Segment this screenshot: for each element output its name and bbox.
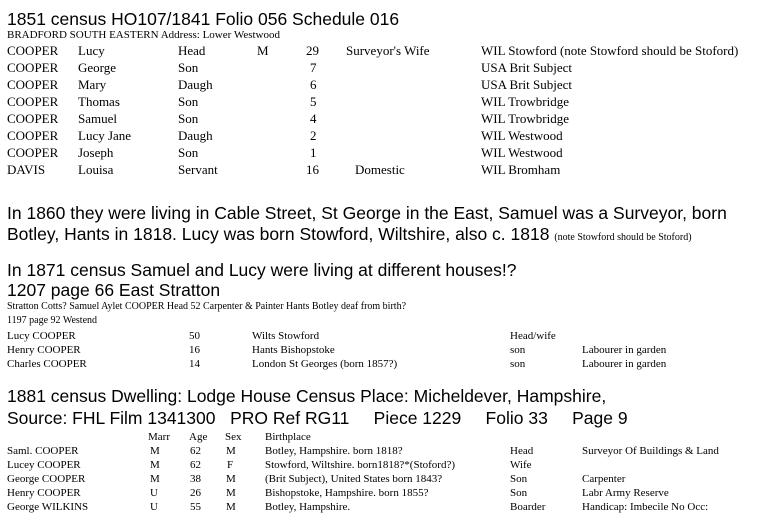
age-cell: 50 — [189, 330, 200, 342]
birthplace-cell: Botley, Hampshire. — [265, 501, 351, 513]
occupation-cell: Handicap: Imbecile No Occ: — [582, 501, 709, 513]
relation-cell: Wife — [510, 459, 532, 471]
table-row — [0, 358, 765, 372]
birthplace-cell: Wilts Stowford — [252, 330, 320, 342]
surname-cell: COOPER — [7, 111, 59, 126]
relation-cell: Son — [178, 111, 199, 126]
sex-cell: M — [226, 473, 236, 485]
relation-cell: Son — [178, 94, 199, 109]
census-1881-source: Source: FHL Film 1341300 PRO Ref RG11 Piece 1229 Folio 33 Page 9 — [7, 408, 628, 428]
age-cell: 16 — [306, 162, 319, 177]
para-1860-line2-text: Botley, Hants in 1818. Lucy was born Stowford, Wiltshire, also c. 1818 — [7, 224, 550, 244]
relation-cell: son — [510, 344, 526, 356]
birthplace-cell: Bishopstoke, Hampshire. born 1855? — [265, 487, 429, 499]
relation-cell: Daugh — [178, 128, 213, 143]
table-row — [0, 487, 765, 501]
table-row — [0, 445, 765, 459]
surname-cell: COOPER — [7, 94, 59, 109]
relation-cell: Daugh — [178, 77, 213, 92]
age-cell: 6 — [310, 77, 317, 92]
name-cell: George WILKINS — [7, 501, 89, 513]
census-1871-intro: In 1871 census Samuel and Lucy were living at different houses!? — [7, 260, 517, 280]
surname-cell: DAVIS — [7, 162, 46, 177]
census-1871-table — [0, 330, 765, 372]
age-cell: 29 — [306, 43, 319, 58]
census-1851-heading: 1851 census HO107/1841 Folio 056 Schedule 016 — [7, 9, 400, 29]
relation-cell: Boarder — [510, 501, 546, 513]
surname-cell: COOPER — [7, 43, 59, 58]
relation-cell: Head — [178, 43, 206, 58]
relation-cell: son — [510, 358, 526, 370]
table-row — [0, 128, 765, 145]
age-cell: 62 — [190, 445, 201, 457]
age-cell: 14 — [189, 358, 200, 370]
forename-cell: Samuel — [78, 111, 117, 126]
marr-cell: M — [150, 473, 160, 485]
birthplace-cell: WIL Stowford (note Stowford should be Stoford) — [481, 43, 739, 58]
occupation-cell: Labourer in garden — [582, 344, 667, 356]
occupation-cell: Labr Army Reserve — [582, 487, 669, 499]
name-cell: Lucey COOPER — [7, 459, 81, 471]
census-1871-reference: 1207 page 66 East Stratton — [7, 280, 221, 300]
surname-cell: COOPER — [7, 77, 59, 92]
birthplace-cell: WIL Bromham — [481, 162, 561, 177]
age-cell: 16 — [189, 344, 200, 356]
birthplace-cell: WIL Trowbridge — [481, 94, 569, 109]
name-cell: Henry COOPER — [7, 487, 81, 499]
table-row — [0, 162, 765, 179]
sex-cell: F — [227, 459, 234, 471]
birthplace-cell: USA Brit Subject — [481, 77, 573, 92]
census-1851-table — [0, 43, 765, 183]
occupation-cell: Surveyor's Wife — [346, 43, 430, 58]
census-1881-table — [0, 445, 765, 517]
marr-cell: U — [150, 501, 158, 513]
occupation-cell: Labourer in garden — [582, 358, 667, 370]
forename-cell: Thomas — [78, 94, 120, 109]
birthplace-cell: (Brit Subject), United States born 1843? — [265, 473, 443, 485]
stratton-cotts-line: Stratton Cotts? Samuel Aylet COOPER Head 52 Carpenter & Painter Hants Botley deaf from birth? — [7, 301, 407, 312]
birthplace-cell: London St Georges (born 1857?) — [252, 358, 398, 370]
westend-reference: 1197 page 92 Westend — [7, 315, 98, 326]
stowford-note: (note Stowford should be Stoford) — [554, 232, 692, 243]
birthplace-cell: WIL Westwood — [481, 128, 563, 143]
table-row — [0, 60, 765, 77]
table-row — [0, 94, 765, 111]
birthplace-cell: Stowford, Wiltshire. born1818?*(Stoford?) — [265, 459, 455, 471]
table-row — [0, 344, 765, 358]
surname-cell: COOPER — [7, 60, 59, 75]
occupation-cell: Surveyor Of Buildings & Land — [582, 445, 719, 457]
forename-cell: Lucy — [78, 43, 105, 58]
census-1881-header-row — [0, 431, 765, 445]
forename-cell: George — [78, 60, 117, 75]
age-cell: 2 — [310, 128, 317, 143]
forename-cell: Lucy Jane — [78, 128, 132, 143]
sex-cell: M — [226, 487, 236, 499]
birthplace-cell: WIL Trowbridge — [481, 111, 569, 126]
marr-cell: U — [150, 487, 158, 499]
sex-header: Sex — [225, 431, 242, 443]
birthplace-cell: USA Brit Subject — [481, 60, 573, 75]
occupation-cell: Domestic — [355, 162, 405, 177]
table-row — [0, 459, 765, 473]
age-cell: 1 — [310, 145, 317, 160]
relation-cell: Son — [178, 145, 199, 160]
birthplace-header: Birthplace — [265, 431, 311, 443]
occupation-cell: Carpenter — [582, 473, 626, 485]
table-row — [0, 145, 765, 162]
name-cell: Saml. COOPER — [7, 445, 79, 457]
name-cell: Henry COOPER — [7, 344, 81, 356]
relation-cell: Head — [510, 445, 534, 457]
relation-cell: Son — [510, 473, 528, 485]
sex-cell: M — [226, 501, 236, 513]
marr-cell: M — [150, 459, 160, 471]
age-cell: 38 — [190, 473, 201, 485]
birthplace-cell: WIL Westwood — [481, 145, 563, 160]
age-cell: 7 — [310, 60, 317, 75]
age-header: Age — [189, 431, 208, 443]
table-row — [0, 111, 765, 128]
surname-cell: COOPER — [7, 128, 59, 143]
census-1881-dwelling: 1881 census Dwelling: Lodge House Census Place: Micheldever, Hampshire, — [7, 386, 607, 406]
age-cell: 62 — [190, 459, 201, 471]
table-row — [0, 501, 765, 515]
table-row — [0, 43, 765, 60]
forename-cell: Mary — [78, 77, 107, 92]
relation-cell: Servant — [178, 162, 218, 177]
birthplace-cell: Hants Bishopstoke — [252, 344, 335, 356]
age-cell: 5 — [310, 94, 317, 109]
relation-cell: Son — [510, 487, 528, 499]
forename-cell: Joseph — [78, 145, 114, 160]
age-cell: 26 — [190, 487, 201, 499]
surname-cell: COOPER — [7, 145, 59, 160]
age-cell: 4 — [310, 111, 317, 126]
para-1860-line1: In 1860 they were living in Cable Street, St George in the East, Samuel was a Surveyor, born — [7, 203, 727, 223]
name-cell: Lucy COOPER — [7, 330, 76, 342]
name-cell: Charles COOPER — [7, 358, 87, 370]
name-cell: George COOPER — [7, 473, 86, 485]
condition-cell: M — [257, 43, 269, 58]
forename-cell: Louisa — [78, 162, 114, 177]
marr-cell: M — [150, 445, 160, 457]
para-1860-line2 — [7, 224, 692, 248]
birthplace-cell: Botley, Hampshire. born 1818? — [265, 445, 403, 457]
census-1851-address: BRADFORD SOUTH EASTERN Address: Lower Westwood — [7, 29, 280, 41]
table-row — [0, 473, 765, 487]
table-row — [0, 77, 765, 94]
age-cell: 55 — [190, 501, 201, 513]
marr-header: Marr — [148, 431, 170, 443]
table-row — [0, 330, 765, 344]
relation-cell: Son — [178, 60, 199, 75]
relation-cell: Head/wife — [510, 330, 556, 342]
sex-cell: M — [226, 445, 236, 457]
